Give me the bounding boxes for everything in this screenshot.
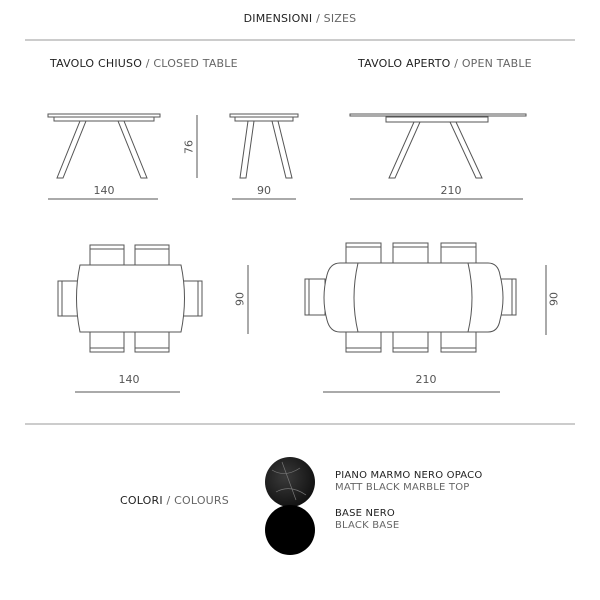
colour-name-it: BASE NERO (335, 508, 395, 519)
label-it: COLORI (120, 494, 163, 507)
label-it: TAVOLO CHIUSO (50, 57, 143, 70)
height-label: 76 (182, 140, 196, 154)
closed-top-length-label: 140 (118, 373, 140, 386)
colours-heading: COLORI / COLOURS (120, 494, 229, 507)
colour-item-base (335, 508, 399, 532)
colour-item-marble (335, 470, 482, 494)
open-table-side-view (350, 114, 526, 199)
title-en: SIZES (323, 12, 357, 25)
colour-name-it: PIANO MARMO NERO OPACO (335, 470, 483, 481)
closed-width-label: 90 (257, 184, 271, 197)
closed-table-heading: TAVOLO CHIUSO / CLOSED TABLE (50, 57, 238, 70)
open-table-heading: TAVOLO APERTO / OPEN TABLE (358, 57, 532, 70)
open-table-top-view (305, 243, 546, 392)
colour-name-en: BLACK BASE (335, 520, 400, 531)
open-length-label: 210 (440, 184, 462, 197)
title-it: DIMENSIONI (243, 12, 313, 25)
colour-name-en: MATT BLACK MARBLE TOP (335, 482, 470, 493)
label-it: TAVOLO APERTO (358, 57, 451, 70)
closed-length-label: 140 (93, 184, 115, 197)
separator: / (316, 12, 320, 25)
label-en: OPEN TABLE (461, 57, 532, 70)
marble-swatch (265, 457, 315, 507)
closed-table-side-view (48, 114, 197, 199)
label-en: CLOSED TABLE (153, 57, 238, 70)
label-en: COLOURS (174, 494, 229, 507)
closed-table-top-view (58, 245, 248, 392)
closed-top-width-label: 90 (233, 292, 247, 306)
open-top-length-label: 210 (415, 373, 437, 386)
open-top-width-label: 90 (547, 292, 561, 306)
black-base-swatch (265, 505, 315, 555)
